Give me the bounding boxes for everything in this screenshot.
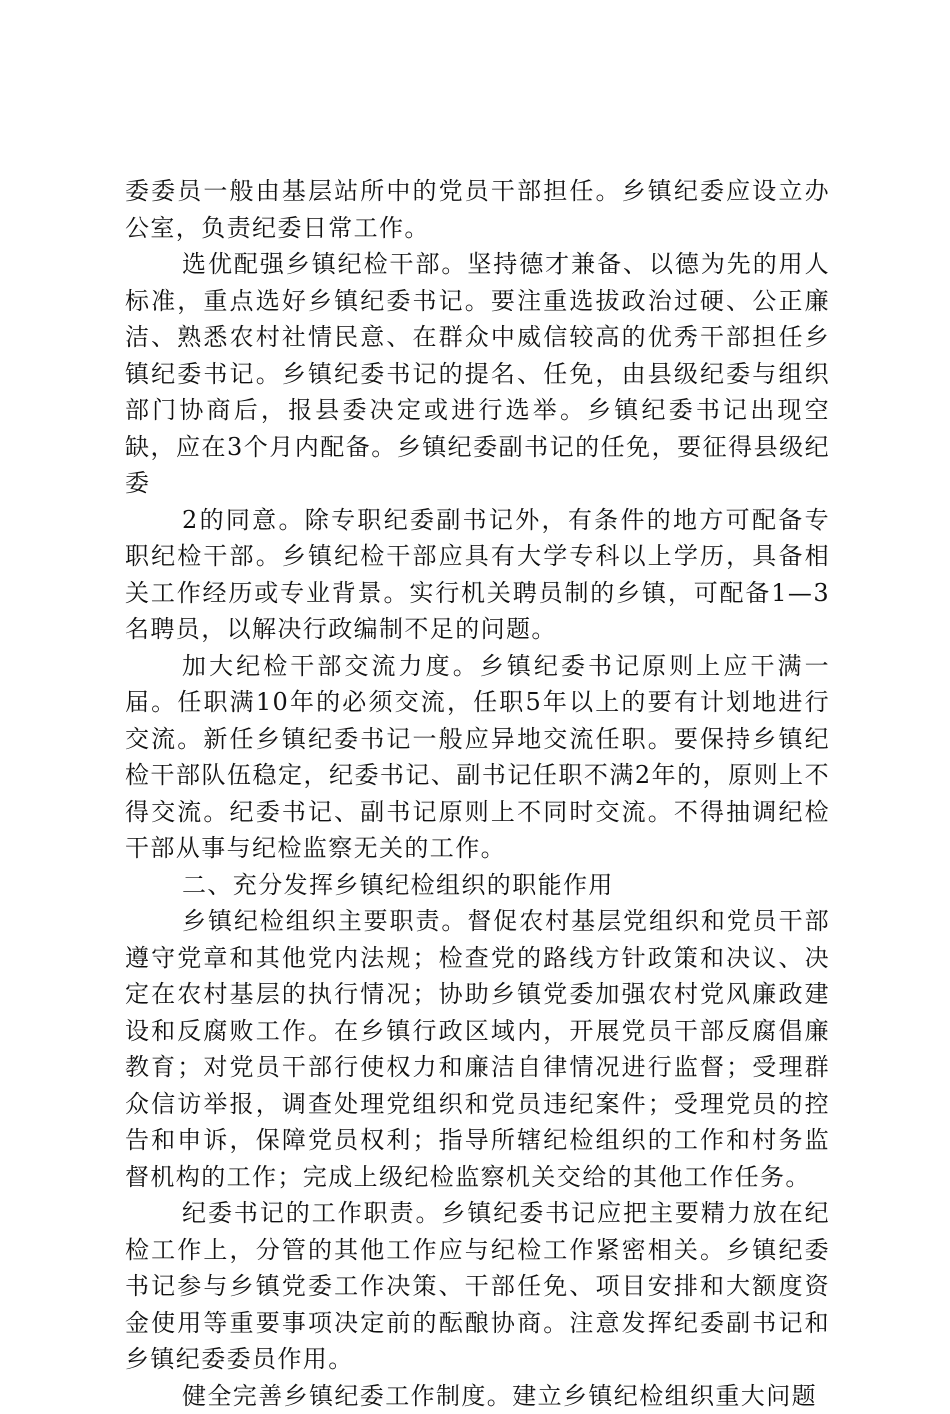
section-heading: 二、充分发挥乡镇纪检组织的职能作用 — [125, 867, 830, 904]
document-body — [125, 173, 830, 1414]
paragraph-work-system: 健全完善乡镇纪委工作制度。建立乡镇纪检组织重大问题 — [125, 1378, 830, 1414]
paragraph-main-duties: 乡镇纪检组织主要职责。督促农村基层党组织和党员干部遵守党章和其他党内法规；检查党的路线方针政策和决议、决定在农村基层的执行情况；协助乡镇党委加强农村党风廉政建设和反腐败工作。在乡镇行政区域内，开展党员干部反腐倡廉教育；对党员干部行使权力和廉洁自律情况进行监督；受理群众信访举报，调查处理党组织和党员违纪案件；受理党员的控告和申诉，保障党员权利；指导所辖纪检组织的工作和村务监督机构的工作；完成上级纪检监察机关交给的其他工作任务。 — [125, 903, 830, 1195]
paragraph-cadre-exchange: 加大纪检干部交流力度。乡镇纪委书记原则上应干满一届。任职满10年的必须交流，任职5年以上的要有计划地进行交流。新任乡镇纪委书记一般应异地交流任职。要保持乡镇纪检干部队伍稳定，纪委书记、副书记任职不满2年的，原则上不得交流。纪委书记、副书记原则上不同时交流。不得抽调纪检干部从事与纪检监察无关的工作。 — [125, 648, 830, 867]
paragraph-continuation: 委委员一般由基层站所中的党员干部担任。乡镇纪委应设立办公室，负责纪委日常工作。 — [125, 173, 830, 246]
paragraph-select-cadres: 选优配强乡镇纪检干部。坚持德才兼备、以德为先的用人标准，重点选好乡镇纪委书记。要注重选拔政治过硬、公正廉洁、熟悉农村社情民意、在群众中威信较高的优秀干部担任乡镇纪委书记。乡镇纪委书记的提名、任免，由县级纪委与组织部门协商后，报县委决定或进行选举。乡镇纪委书记出现空缺，应在3个月内配备。乡镇纪委副书记的任免，要征得县级纪委 — [125, 246, 830, 502]
paragraph-secretary-duties: 纪委书记的工作职责。乡镇纪委书记应把主要精力放在纪检工作上，分管的其他工作应与纪检工作紧密相关。乡镇纪委书记参与乡镇党委工作决策、干部任免、项目安排和大额度资金使用等重要事项决定前的酝酿协商。注意发挥纪委副书记和乡镇纪委委员作用。 — [125, 1195, 830, 1378]
paragraph-consent: 2的同意。除专职纪委副书记外，有条件的地方可配备专职纪检干部。乡镇纪检干部应具有大学专科以上学历，具备相关工作经历或专业背景。实行机关聘员制的乡镇，可配备1—3名聘员，以解决行政编制不足的问题。 — [125, 502, 830, 648]
